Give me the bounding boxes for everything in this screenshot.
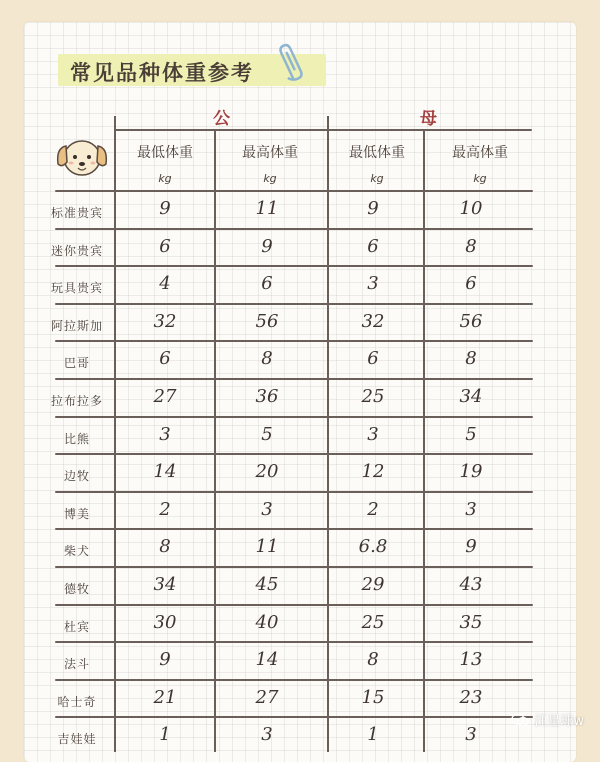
weight-value: 8 [465, 348, 477, 370]
row-divider [55, 491, 533, 493]
breed-label: 吉娃娃 [57, 732, 97, 747]
male-group-label: 公 [213, 109, 230, 129]
header-unit: kg [473, 172, 487, 185]
weight-value: 25 [361, 611, 385, 633]
weight-value: 2 [159, 498, 171, 520]
row-divider [55, 265, 533, 267]
breed-label: 柴犬 [63, 544, 90, 559]
row-divider [55, 228, 533, 230]
page-title: 常见品种体重参考 [70, 61, 254, 85]
weight-value: 14 [153, 461, 177, 483]
weight-value: 56 [255, 310, 279, 332]
weight-value: 8 [367, 649, 379, 671]
weight-value: 8 [261, 348, 273, 370]
weight-value: 13 [459, 649, 483, 671]
row-divider [55, 378, 533, 380]
row-divider [55, 416, 533, 418]
breed-label: 标准贵宾 [50, 206, 103, 220]
breed-label: 阿拉斯加 [50, 318, 103, 333]
paperclip-icon [278, 40, 304, 84]
dog-face-icon [52, 134, 112, 180]
weight-value: 1 [159, 724, 171, 746]
row-divider [55, 303, 533, 305]
weight-value: 40 [255, 611, 279, 633]
weight-value: 3 [159, 423, 171, 445]
weight-value: 27 [255, 686, 279, 708]
header-label: 最低体重 [349, 145, 405, 161]
weight-value: 4 [159, 273, 171, 295]
weight-value: 25 [361, 386, 385, 407]
weight-value: 32 [153, 310, 177, 332]
weight-value: 9 [159, 649, 171, 671]
breed-label: 玩具贵宾 [50, 281, 103, 296]
weight-value: 3 [261, 724, 273, 746]
weight-value: 23 [459, 686, 483, 708]
weight-value: 43 [459, 574, 483, 595]
breed-label: 德牧 [63, 582, 90, 596]
breed-label: 法斗 [63, 657, 90, 672]
weight-value: 12 [361, 461, 385, 483]
header-unit: kg [158, 172, 172, 185]
weight-value: 6 [159, 235, 171, 257]
weight-value: 9 [261, 235, 273, 257]
weight-value: 30 [153, 611, 177, 633]
breed-label: 杜宾 [63, 619, 90, 634]
weight-value: 19 [459, 461, 483, 483]
weight-value: 32 [361, 310, 385, 332]
weight-value: 3 [367, 423, 379, 445]
weight-value: 6 [465, 273, 477, 295]
weight-value: 36 [255, 386, 279, 407]
weight-value: 9 [367, 198, 379, 219]
weight-value: 2 [367, 498, 379, 520]
row-divider [55, 453, 533, 455]
breed-label: 博美 [63, 506, 90, 521]
weight-value: 34 [459, 386, 483, 407]
weight-value: 27 [153, 386, 177, 407]
weight-value: 6 [261, 273, 273, 295]
title-block [58, 52, 254, 87]
weight-value: 6 [367, 235, 379, 257]
header-unit: kg [263, 172, 277, 185]
breed-label: 迷你贵宾 [50, 243, 103, 258]
header-label: 最高体重 [452, 145, 508, 161]
hline-top [114, 129, 532, 131]
weight-value: 21 [153, 686, 177, 708]
weight-value: 11 [255, 198, 279, 219]
header-unit: kg [370, 172, 384, 185]
weight-value: 10 [459, 198, 483, 219]
weight-value: 14 [255, 649, 279, 671]
header-male-min [120, 140, 210, 192]
weight-value: 56 [459, 310, 483, 332]
weight-value: 1 [367, 724, 379, 746]
weight-value: 3 [367, 273, 379, 295]
weight-value: 20 [255, 461, 279, 483]
weight-value: 3 [465, 724, 477, 746]
header-female-min [332, 140, 422, 192]
weight-value: 5 [465, 423, 477, 445]
vline-left [114, 116, 116, 752]
weight-value: 6 [159, 348, 171, 370]
weight-value: 29 [361, 574, 385, 595]
vline-col2 [214, 130, 216, 752]
breed-label: 巴哥 [63, 356, 90, 371]
weight-value: 6 [367, 348, 379, 370]
header-male-max [222, 140, 318, 192]
header-label: 最高体重 [242, 145, 298, 161]
row-divider [55, 604, 533, 606]
row-divider [55, 566, 533, 568]
weight-value: 11 [255, 536, 279, 558]
weight-value: 8 [159, 536, 171, 558]
weight-value: 3 [261, 498, 273, 520]
breed-label: 边牧 [63, 469, 90, 484]
female-group-label: 母 [420, 109, 437, 129]
watermark-text: 汪星球w [534, 714, 584, 729]
weight-value: 8 [465, 235, 477, 257]
row-divider [55, 190, 533, 192]
weight-value: 15 [361, 686, 385, 708]
weight-value: 9 [465, 536, 477, 558]
weight-value: 5 [261, 423, 273, 445]
weight-value: 34 [153, 574, 177, 595]
header-label: 最低体重 [137, 145, 193, 161]
breed-label: 比熊 [63, 431, 90, 446]
weight-value: 6.8 [358, 536, 388, 558]
watermark [511, 710, 584, 729]
weight-value: 45 [255, 574, 279, 595]
breed-label: 拉布拉多 [50, 394, 103, 408]
row-divider [55, 679, 533, 681]
header-female-max [432, 140, 528, 192]
weight-value: 3 [465, 498, 477, 520]
weight-value: 9 [159, 198, 171, 219]
weight-value: 35 [459, 611, 483, 633]
vline-col4 [423, 130, 425, 752]
breed-label: 哈士奇 [57, 694, 97, 709]
row-divider [55, 641, 533, 643]
wechat-icon [511, 713, 529, 727]
